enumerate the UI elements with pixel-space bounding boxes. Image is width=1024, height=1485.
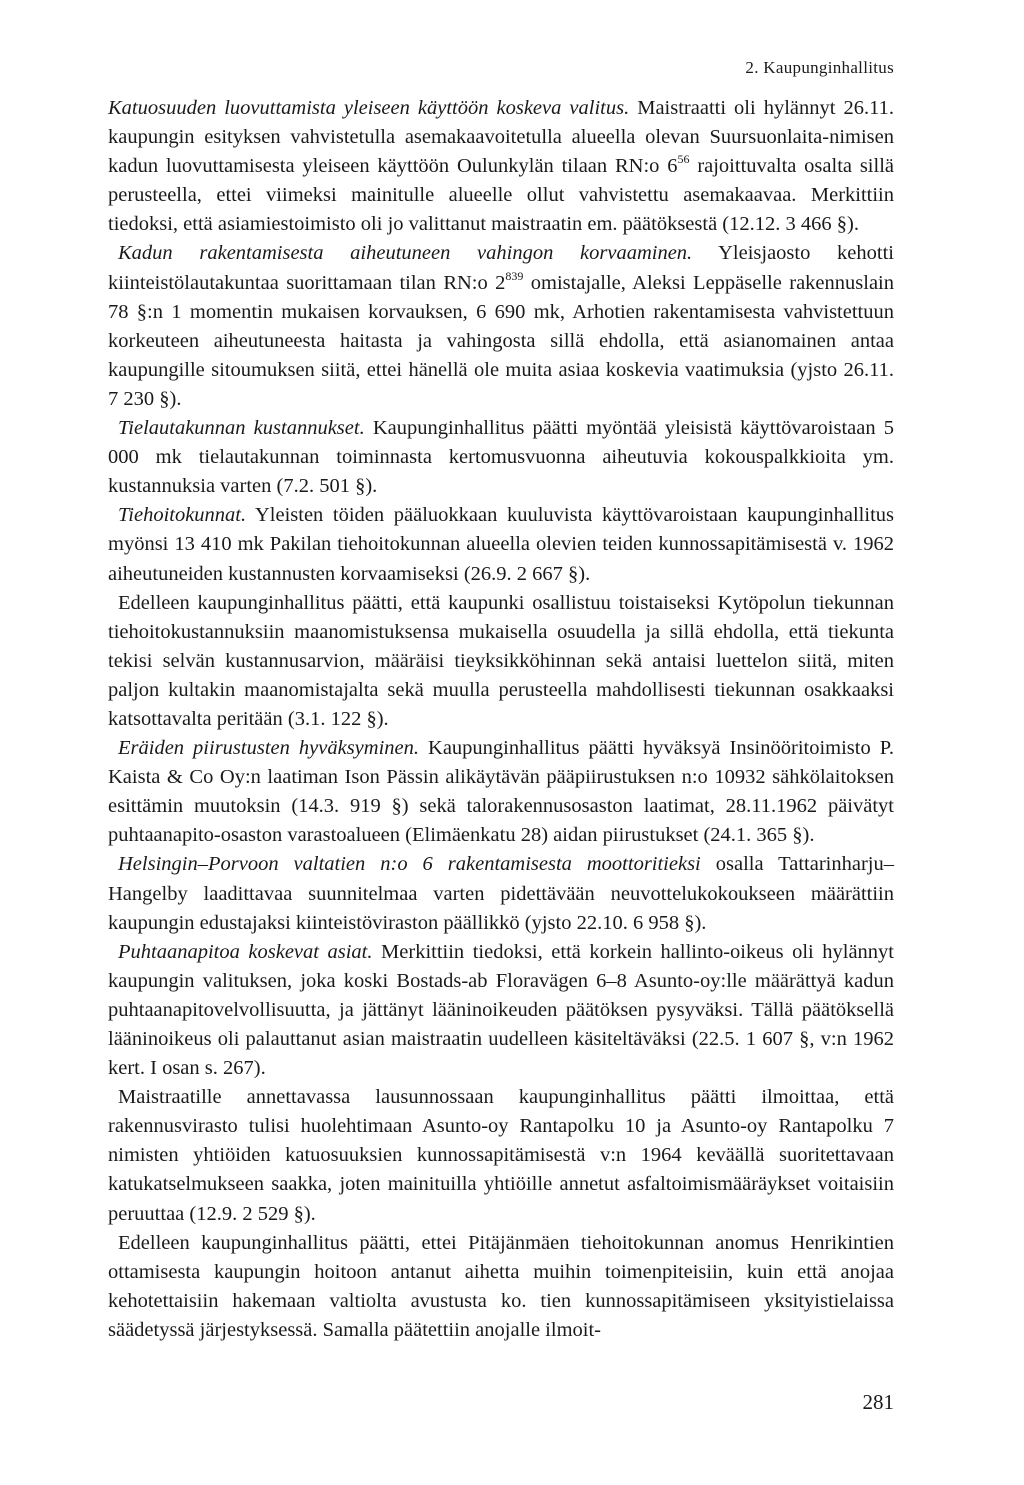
paragraph-moottoritie [108,850,894,937]
paragraph-text: Maistraatille annettavassa lausunnossaan kaupunginhallitus päätti ilmoittaa, että rakennusvirasto tulisi huolehtimaan Asunto-oy Rantapolku 10 ja Asunto-oy Rantapolku 7 nimisten yhtiöiden katuosuuksien kunnossapitämisestä v:n 1964 keväällä suoritettavaan katukatselmukseen saakka, joten mainituilla yhtiöille annetut asfaltoimismääräykset voitaisiin peruuttaa (12.9. 2 529 §). [108,1086,894,1225]
paragraph-text: Merkittiin tiedoksi, että korkein hallinto-oikeus oli hylännyt kaupungin valituksen, joka koski Bostads-ab Floravägen 6–8 Asunto-oy:lle määrättyä kadun puhtaanapitovelvollisuutta, ja jättänyt lääninoikeuden päätöksen pysyväksi. Tällä päätöksellä lääninoikeus oli palauttanut asian maistraatin uudelleen käsiteltäväksi (22.5. 1 607 §, v:n 1962 kert. I osan s. 267). [108,940,894,1080]
paragraph-text: Edelleen kaupunginhallitus päätti, että kaupunki osallistuu toistaiseksi Kytöpolun tiekunnan tiehoitokustannuksiin maanomistuksensa mukaisella osuudella ja sillä ehdolla, että tiekunta tekisi selvän kustannusarvion, määräisi tieyksikköhinnan sekä antaisi luettelon siitä, miten paljon kultakin maanomistajalta sekä muulla perusteella mahdollisesti tiekunnan osakkaaksi katsottavalta peritään (3.1. 122 §). [108,591,894,730]
paragraph-title: Helsingin–Porvoon valtatien n:o 6 rakentamisesta moottoritieksi [118,853,701,876]
paragraph-text: omistajalle, Aleksi Leppäselle rakennuslain 78 §:n 1 momentin mukaisen korvauksen, 6 690 mk, Arhotien rakentamisesta vahvistettuun korkeuteen aiheutuneesta haitasta ja vahingosta sillä ehdolla, että asianomainen antaa kaupungille sitoumuksen siitä, ettei hänellä ole muita asiaa koskevia vaatimuksia (yjsto 26.11. 7 230 §). [108,271,894,410]
paragraph-text: osalla Tattarinharju–Hangelby laadittavaa suunnitelmaa varten pidettävään neuvottelukokoukseen määrättiin kaupungin edustajaksi kiinteistöviraston päällikkö (yjsto 22.10. 6 958 §). [108,853,894,934]
paragraph-text: Kaupunginhallitus päätti hyväksyä Insinööritoimisto P. Kaista & Co Oy:n laatiman Ison Pässin alikäytävän pääpiirustuksen n:o 10932 sähkölaitoksen esittämin muutoksin (14.3. 919 §) sekä talorakennusosaston laatimat, 28.11.1962 päivätyt puhtaanapito-osaston varastoalueen (Elimäenkatu 28) aidan piirustukset (24.1. 365 §). [108,737,894,847]
paragraph-text: rajoittuvalta osalta sillä perusteella, ettei viimeksi mainitulle alueelle ollut vahvistettu asemakaavaa. Merkittiin tiedoksi, että asiamiestoimisto oli jo valittanut maistraatin em. päätöksestä (12.12. 3 466 §). [108,155,894,236]
body-text [108,94,894,1345]
paragraph-maistraatti-lausunto [108,1083,894,1228]
paragraph-tiehoitokunnat [108,501,894,588]
paragraph-title: Tiehoitokunnat. [118,504,247,527]
page-number: 281 [862,1390,894,1414]
running-head: 2. Kaupunginhallitus [745,58,894,77]
paragraph-text: Yleisten töiden pääluokkaan kuuluvista käyttövaroistaan kaupunginhallitus myönsi 13 410 mk Pakilan tiehoitokunnan alueella olevien teiden kunnossapitämisestä v. 1962 aiheutuneiden kustannusten korvaamiseksi (26.9. 2 667 §). [108,504,894,585]
paragraph-text: Edelleen kaupunginhallitus päätti, ettei Pitäjänmäen tiehoitokunnan anomus Henrikintien ottamisesta kaupungin hoitoon antanut aihetta muihin toimenpiteisiin, kuin että anojaa kehotettaisiin hakemaan valtiolta avustusta ko. tien kunnossapitämiseen yksityistielaissa säädetyssä järjestyksessä. Samalla päätettiin anojalle ilmoit- [108,1231,894,1341]
paragraph-text: Maistraatti oli hylännyt 26.11. kaupungin esityksen vahvistetulla asemakaavoitetulla alueella olevan Suursuonlaita-nimisen kadun luovuttamisesta yleiseen käyttöön Oulunkylän tilaan RN:o 6 [108,97,894,178]
paragraph-pitajanmaki [108,1229,894,1345]
superscript: 56 [677,152,690,167]
paragraph-kadun-rakentaminen [108,239,894,414]
paragraph-text: Kaupunginhallitus päätti myöntää yleisistä käyttövaroistaan 5 000 mk tielautakunnan toiminnasta kertomusvuonna aiheutuvia kokouspalkkioita ym. kustannuksia varten (7.2. 501 §). [108,417,895,498]
paragraph-katuosuus [108,94,894,239]
superscript: 839 [505,268,524,283]
paragraph-title: Tielautakunnan kustannukset. [118,417,365,440]
paragraph-kytopolku [108,589,894,734]
paragraph-text: Yleisjaosto kehotti kiinteistölautakuntaa suorittamaan tilan RN:o 2 [108,242,894,294]
paragraph-title: Katuosuuden luovuttamista yleiseen käyttöön koskeva valitus. [108,97,630,119]
paragraph-tielautakunta [108,414,894,501]
paragraph-title: Puhtaanapitoa koskevat asiat. [118,940,373,963]
paragraph-piirustukset [108,734,894,850]
paragraph-title: Kadun rakentamisesta aiheutuneen vahingon korvaaminen. [118,242,693,265]
paragraph-title: Eräiden piirustusten hyväksyminen. [118,737,419,760]
paragraph-puhtaanapito [108,938,894,1083]
